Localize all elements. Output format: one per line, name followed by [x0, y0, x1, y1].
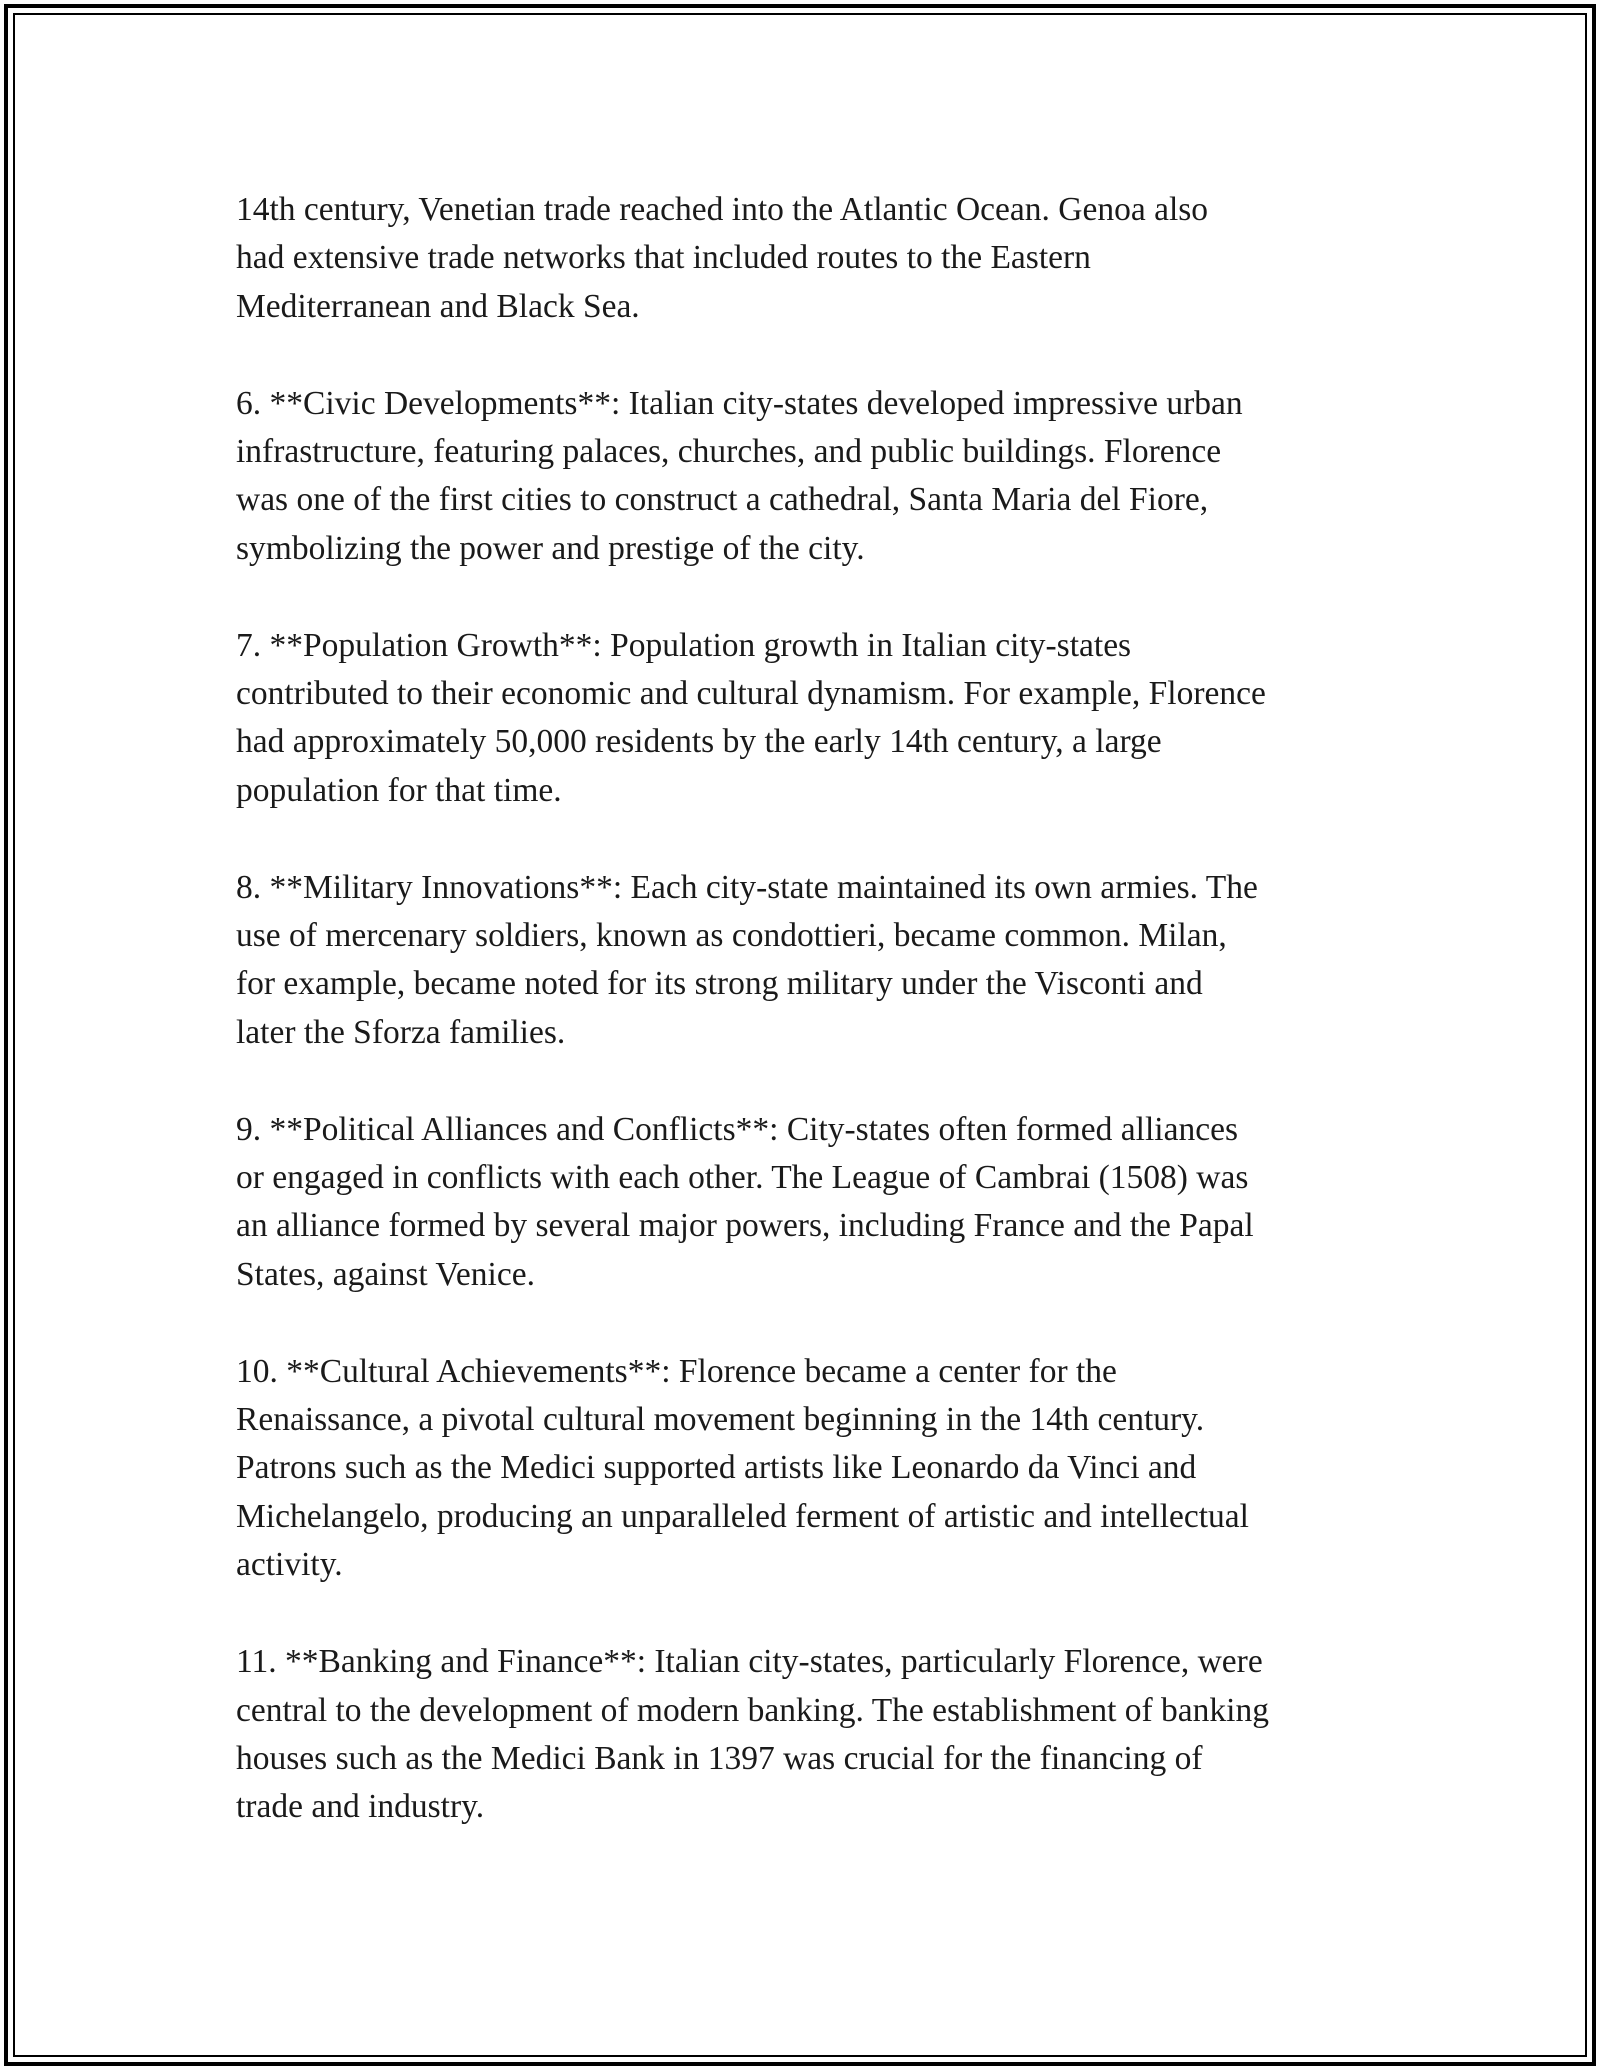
paragraph-civic-developments	[236, 380, 1386, 574]
text-line: had extensive trade networks that included routes to the Eastern	[236, 239, 1091, 277]
text-line: symbolizing the power and prestige of the city.	[236, 529, 865, 567]
text-line: Patrons such as the Medici supported artists like Leonardo da Vinci and	[236, 1449, 1197, 1487]
text-line: for example, became noted for its strong military under the Visconti and	[236, 965, 1203, 1003]
text-line: Michelangelo, producing an unparalleled ferment of artistic and intellectual	[236, 1497, 1249, 1535]
text-line: contributed to their economic and cultural dynamism. For example, Florence	[236, 675, 1266, 713]
text-line: 8. **Military Innovations**: Each city-state maintained its own armies. The	[236, 868, 1258, 906]
paragraph-military-innovations	[236, 864, 1386, 1058]
text-line: 10. **Cultural Achievements**: Florence became a center for the	[236, 1352, 1117, 1390]
text-line: Renaissance, a pivotal cultural movement beginning in the 14th century.	[236, 1401, 1205, 1439]
paragraph-political-alliances	[236, 1106, 1386, 1300]
text-line: Mediterranean and Black Sea.	[236, 287, 640, 325]
paragraph-banking-finance	[236, 1638, 1386, 1832]
text-line: or engaged in conflicts with each other. The League of Cambrai (1508) was	[236, 1159, 1249, 1197]
text-line: infrastructure, featuring palaces, churches, and public buildings. Florence	[236, 433, 1222, 471]
text-line: population for that time.	[236, 771, 562, 809]
paragraph-cultural-achievements	[236, 1348, 1386, 1590]
text-line: was one of the first cities to construct a cathedral, Santa Maria del Fiore,	[236, 481, 1209, 519]
text-line: 7. **Population Growth**: Population growth in Italian city-states	[236, 626, 1132, 664]
text-line: activity.	[236, 1546, 343, 1584]
text-line: States, against Venice.	[236, 1255, 535, 1293]
text-line: houses such as the Medici Bank in 1397 was crucial for the financing of	[236, 1739, 1203, 1777]
paragraph-population-growth	[236, 622, 1386, 816]
paragraph-trade-continued	[236, 186, 1386, 331]
text-line: 9. **Political Alliances and Conflicts**: City-states often formed alliances	[236, 1110, 1238, 1148]
document-body	[236, 186, 1386, 1832]
text-line: central to the development of modern banking. The establishment of banking	[236, 1691, 1269, 1729]
text-line: later the Sforza families.	[236, 1013, 566, 1051]
text-line: 11. **Banking and Finance**: Italian city-states, particularly Florence, were	[236, 1643, 1263, 1681]
text-line: 14th century, Venetian trade reached into the Atlantic Ocean. Genoa also	[236, 191, 1209, 228]
text-line: an alliance formed by several major powers, including France and the Papal	[236, 1207, 1254, 1245]
text-line: trade and industry.	[236, 1788, 485, 1826]
text-line: use of mercenary soldiers, known as condottieri, became common. Milan,	[236, 917, 1227, 955]
text-line: 6. **Civic Developments**: Italian city-states developed impressive urban	[236, 384, 1243, 422]
text-line: had approximately 50,000 residents by the early 14th century, a large	[236, 723, 1162, 761]
